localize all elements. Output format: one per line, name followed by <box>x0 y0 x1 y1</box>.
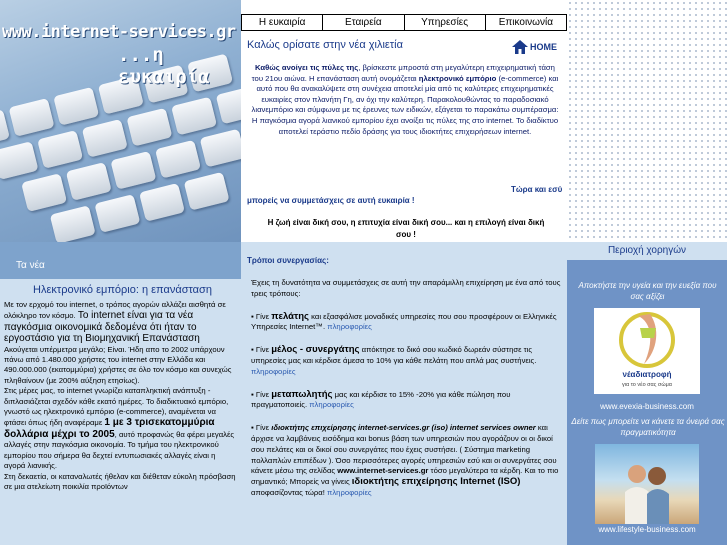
article-text: Στις μέρες μας, το internet γνωρίζει καταπληκτική ανάπτυξη - διπλασιάζεται σχεδόν κάθε εκατό ημέρες. Το διαδικτυακό εμπόριο, γνωστό ως ηλεκτρονικό εμπόριο (e-commerce), αναμένεται να φτάσει όπως ήδη αναφέραμε <box>4 386 229 428</box>
option-owner <box>251 423 563 499</box>
welcome-text <box>249 63 561 137</box>
bullet: ▪ Γίνε <box>251 311 272 321</box>
bullet: ▪ Γίνε <box>251 389 272 399</box>
more-info-link[interactable]: πληροφορίες <box>327 487 372 497</box>
home-link[interactable] <box>512 40 557 54</box>
welcome-lead: Καθώς ανοίγει τις πύλες της <box>255 63 359 72</box>
article-text: Στη δεκαετία, οι καταναλωτές ήθελαν και διέθεταν εύκολη πρόσβαση σε μια ατελείωτη ποικιλία προϊόντων <box>4 471 236 491</box>
welcome-title: Καλώς ορίσατε στην νέα χιλιετία <box>247 39 403 51</box>
article-highlight: 1 με 3 τρισεκατομμύρια δολλάρια μέχρι το 2005 <box>4 417 215 440</box>
option-text: μας και κέρδισε το 15% -20% για κάθε πώληση που πραγματοποιείς. <box>251 389 511 410</box>
header-banner <box>0 0 241 242</box>
sponsor-1-logo: νέαδιατροφή <box>622 370 672 379</box>
motto: Η ζωή είναι δική σου, η επιτυχία είναι δική σου... και η επιλογή είναι δική σου ! <box>267 218 545 239</box>
top-nav <box>241 14 567 31</box>
option-label: ιδιοκτήτης επιχείρησης internet-services.gr (iso) internet services owner <box>271 423 536 433</box>
article-text: Ακούγεται υπέρμετρα μεγάλο; Είναι. Ήδη απο το 2002 υπάρχουν πάνω από 1.480.000 χρήστες του internet στην Ελλάδα και 490.000.000 (εκατομμύρια) χρήστες σε όλο τον κόσμο και συνεχώς πληθαίνουν (με 200% αύξηση ετησίως). <box>4 344 232 385</box>
option-reseller <box>251 390 563 412</box>
option-text: και άρχισε να λαμβάνεις εισόδημα και bonus βάση των υπηρεσιών που αγοράζουν οι οι δικοί σου πελάτες και οι δικοί σου συνεργάτες που έχεις συστήσει. ( Σύστημα marketing πολλαπλών επιπέδων ). Όσο περισσότερες αγορές υπηρεσιών εσύ και οι συνεργάτες σου κάνετε μέσω της σελίδας <box>251 423 557 476</box>
cooperation-content <box>251 278 563 511</box>
cooperation-column <box>241 242 567 545</box>
more-info-link[interactable]: πληροφορίες <box>251 366 296 376</box>
nav-item-opportunity[interactable]: Η ευκαιρία <box>242 15 323 30</box>
option-label: μεταπωλητής <box>271 388 333 400</box>
option-client <box>251 312 563 334</box>
article-highlight: Το internet είναι για τα νέα παγκόσμια οικονομικά δεδομένα ότι ήταν το εργοστάσιο για τη Βιομηχανική Επανάσταση <box>4 310 200 345</box>
nav-item-services[interactable]: Υπηρεσίες <box>405 15 486 30</box>
more-info-link[interactable]: πληροφορίες <box>327 322 372 332</box>
dotted-decoration <box>567 0 727 242</box>
news-column <box>0 242 241 545</box>
sponsor-2-photo <box>595 444 699 524</box>
welcome-text-part: , βρίσκεστε μπροστά στη μεγαλύτερη επιχειρηματική τάση του 21ου αιώνα. Η επανάσταση αυτή ονομάζεται <box>251 63 555 83</box>
sponsors-title: Περιοχή χορηγών <box>607 245 687 256</box>
sponsor-1-slogan: για το νέο σας σώμα <box>622 382 672 388</box>
welcome-panel <box>241 31 567 242</box>
article-body <box>4 300 238 492</box>
option-text: απόκτησε το δικό σου κωδικό δωρεάν σύστησε τις υπηρεσίες μας και κέρδισε άμεσα το 10% για κάθε πελάτη που απλά μας συστήνεις. <box>251 345 537 365</box>
sponsor-1-url[interactable]: www.evexia-business.com <box>600 402 694 411</box>
welcome-text-part: (e-commerce) και αυτό που θα ανακαλύψετε στη συνέχεια αποτελεί μία από τις καλύτερες επιχειρηματικές ευκαιρίες στον πλανήτη Γη, αν όχι την καλύτερη. Παρακολουθώντας το παραδοσιακό λιανεμπόριο και σύμφωνα με τις έρευνες των ειδικών, εξάγεται το παρακάτω συμπέρασμα: Η παγκόσμια αγορά λιανικού εμπορίου έχει ανοίξει τις πύλες της στο internet. Το διαδίκτυο αποτελεί τεράστιο πεδίο δράσης για τους ιδιοκτήτες επιχειρήσεων internet. <box>251 73 559 136</box>
home-label: HOME <box>530 42 557 52</box>
option-member <box>251 345 563 377</box>
option-text: και εξασφάλισε μοναδικές υπηρεσίες που σου προσφέρουν οι Ελληνικές Υπηρεσίες Internet™. <box>251 311 557 332</box>
cta-line-1: Τώρα και εσύ <box>511 185 563 194</box>
option-text: αποφασίζοντας τώρα! <box>251 487 328 497</box>
sponsor-2-text: Δείτε πως μπορείτε να κάνετε τα όνειρά σας πραγματικότητα <box>571 417 725 437</box>
nav-item-company[interactable]: Εταιρεία <box>323 15 404 30</box>
more-info-link[interactable]: πληροφορίες <box>309 400 354 410</box>
option-label: μέλος - συνεργάτης <box>271 344 360 356</box>
option-text: τόσο μεγαλύτερα τα κέρδη. Και το πιο σημαντικό; Μπορείς να γίνεις <box>251 466 559 487</box>
sponsor-1-text: Αποκτήστε την υγεία και την ευεξία που σας αξίζει <box>578 281 717 301</box>
nav-item-contact[interactable]: Επικοινωνία <box>486 15 566 30</box>
article-title[interactable]: Ηλεκτρονικό εμπόριο: η επανάσταση <box>33 284 212 296</box>
article-text: , αυτό προφανώς θα φέρει μεγαλές αλλαγές στην παγκόσμια οικονομία. Το τμήμα του ηλεκτρονικού εμπορίου που σήμερα θα δεχτεί εντυπωσιακές αλλαγές είναι η αγορά λιανικής. <box>4 429 235 471</box>
site-logo-text: www.internet-services.gr <box>2 22 236 42</box>
site-link[interactable]: www.internet-services.gr <box>337 466 429 476</box>
news-title: Τα νέα <box>16 260 45 271</box>
sponsor-2-url[interactable]: www.lifestyle-business.com <box>598 525 696 534</box>
tagline: ...η ευκαιρία <box>118 44 210 88</box>
home-icon <box>512 40 528 54</box>
cooperation-intro: Έχεις τη δυνατότητα να συμμετάσχεις σε αυτή την απαράμιλλη επιχείρηση με ένα από τους τρεις τρόπους: <box>251 278 561 298</box>
option-label: πελάτης <box>271 310 309 322</box>
cooperation-title: Τρόποι συνεργασίας: <box>247 256 329 265</box>
sponsor-2-image[interactable] <box>595 444 699 524</box>
welcome-bold: ηλεκτρονικό εμπόριο <box>418 73 497 83</box>
sponsors-body <box>567 260 727 545</box>
cta-line-2: μπορείς να συμμετάσχεις σε αυτή ευκαιρία ! <box>247 196 415 205</box>
sponsor-1-image[interactable] <box>594 308 700 394</box>
option-label: ιδιοκτήτης επιχείρησης Internet (ISO) <box>351 476 521 488</box>
sponsors-column <box>567 242 727 545</box>
article-text: Με τον ερχομό του internet, ο τρόπος αγορών αλλάζει αισθητά σε ολόκληρο τον κόσμο. <box>4 300 226 321</box>
bullet: ▪ Γίνε <box>251 345 272 355</box>
bullet: ▪ Γίνε <box>251 423 272 433</box>
